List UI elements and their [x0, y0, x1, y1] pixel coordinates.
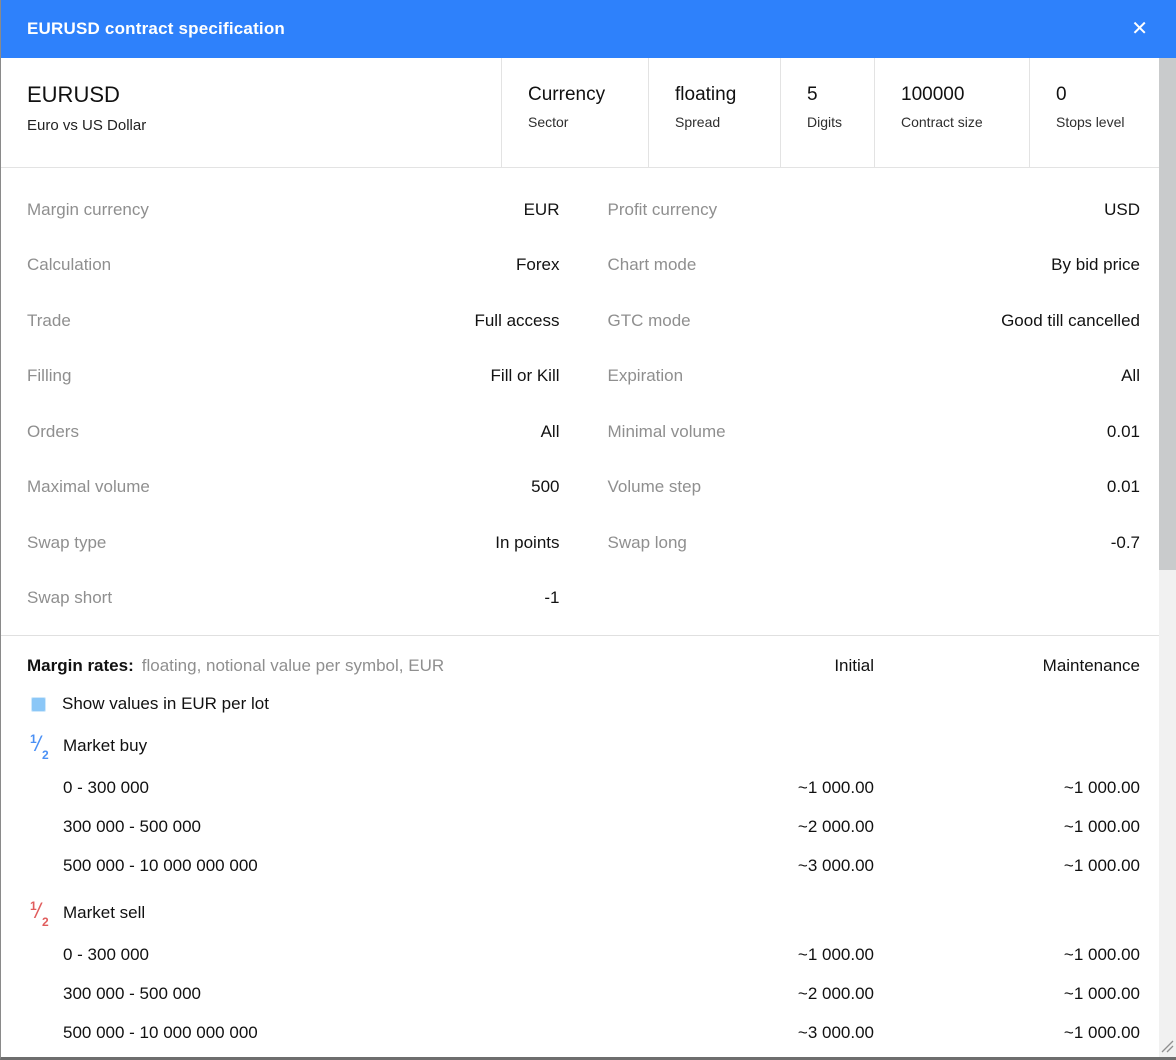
spec-label: Minimal volume	[607, 421, 726, 441]
summary-value: 5	[807, 84, 818, 105]
close-icon[interactable]: ✕	[1131, 18, 1148, 40]
margin-rates-section	[1, 636, 1160, 1052]
spec-label: Maximal volume	[27, 477, 150, 497]
spec-label: Volume step	[607, 477, 702, 497]
fraction-slash: /	[35, 900, 41, 923]
spec-value: -1	[544, 588, 560, 608]
column-header-initial: Initial	[834, 656, 874, 675]
tier-range: 300 000 - 500 000	[63, 983, 202, 1003]
tier-row	[27, 807, 1140, 846]
summary-cell-spread	[648, 58, 780, 167]
tier-row	[27, 846, 1140, 885]
spec-row-maximal-volume	[27, 460, 560, 516]
one-half-buy-icon	[27, 732, 53, 762]
tier-row	[27, 768, 1140, 807]
spec-row-margin-currency	[27, 182, 560, 238]
tier-initial: ~3 000.00	[797, 1022, 874, 1042]
spec-label: Orders	[27, 421, 79, 441]
spec-label: GTC mode	[607, 310, 691, 330]
spec-row-volume-step	[608, 460, 1141, 516]
summary-value: floating	[675, 84, 737, 105]
spec-value: -0.7	[1110, 532, 1140, 552]
spec-label: Calculation	[27, 255, 112, 275]
spec-value: USD	[1104, 199, 1140, 219]
summary-cell-sector	[501, 58, 648, 167]
tier-range: 0 - 300 000	[63, 944, 150, 964]
scrollbar-thumb[interactable]	[1159, 58, 1176, 570]
group-name: Market buy	[63, 736, 148, 755]
spec-label: Expiration	[607, 366, 684, 386]
tier-maintenance: ~1 000.00	[1063, 855, 1140, 875]
spec-label: Trade	[27, 310, 71, 330]
spec-label: Chart mode	[607, 255, 697, 275]
resize-grip-icon[interactable]	[1161, 1040, 1174, 1053]
spec-value: 500	[531, 477, 560, 497]
tier-range: 0 - 300 000	[63, 777, 150, 797]
summary-label: Digits	[807, 114, 843, 130]
spec-value: Fill or Kill	[490, 366, 560, 386]
summary-label: Sector	[528, 114, 569, 130]
tier-maintenance: ~1 000.00	[1063, 816, 1140, 836]
spec-grid	[1, 168, 1160, 635]
spec-value: Good till cancelled	[1001, 310, 1140, 330]
spec-value: By bid price	[1051, 255, 1140, 275]
spec-label: Filling	[27, 366, 72, 386]
summary-label: Contract size	[901, 114, 983, 130]
tier-initial: ~1 000.00	[797, 777, 874, 797]
summary-value: 100000	[901, 84, 965, 105]
spec-row-filling	[27, 349, 560, 405]
tier-initial: ~2 000.00	[797, 983, 874, 1003]
spec-value: In points	[495, 532, 560, 552]
tier-row	[27, 974, 1140, 1013]
spec-value: All	[540, 421, 560, 441]
tier-maintenance: ~1 000.00	[1063, 983, 1140, 1003]
tier-initial: ~2 000.00	[797, 816, 874, 836]
tier-range: 500 000 - 10 000 000 000	[63, 855, 258, 875]
show-values-row	[27, 684, 1140, 724]
fraction-denominator: 2	[42, 915, 49, 929]
symbol-cell	[1, 58, 501, 167]
spec-label: Margin currency	[27, 199, 149, 219]
summary-cell-contract-size	[874, 58, 1029, 167]
margin-rates-detail: floating, notional value per symbol, EUR	[141, 656, 445, 675]
spec-row-trade	[27, 293, 560, 349]
tier-maintenance: ~1 000.00	[1063, 1022, 1140, 1042]
show-values-checkbox[interactable]	[31, 697, 46, 712]
spec-label: Swap short	[27, 588, 113, 608]
summary-cell-digits	[780, 58, 874, 167]
column-header-maintenance: Maintenance	[1042, 656, 1140, 675]
market-buy-header	[27, 724, 1140, 768]
tier-initial: ~1 000.00	[797, 944, 874, 964]
vertical-scrollbar[interactable]	[1159, 58, 1176, 1057]
margin-rates-header	[27, 648, 1140, 684]
spec-value: Full access	[474, 310, 560, 330]
one-half-sell-icon	[27, 899, 53, 929]
fraction-denominator: 2	[42, 748, 49, 762]
tier-maintenance: ~1 000.00	[1063, 944, 1140, 964]
fraction-slash: /	[35, 733, 41, 756]
margin-rates-heading	[27, 656, 608, 676]
tier-range: 300 000 - 500 000	[63, 816, 202, 836]
spec-row-profit-currency	[608, 182, 1141, 238]
titlebar	[1, 0, 1176, 58]
group-name: Market sell	[63, 903, 146, 922]
spec-row-gtc-mode	[608, 293, 1141, 349]
spec-row-minimal-volume	[608, 404, 1141, 460]
summary-strip	[1, 58, 1160, 168]
show-values-label: Show values in EUR per lot	[62, 694, 269, 713]
fraction-numerator: 1	[30, 732, 37, 746]
spec-column-right	[608, 182, 1141, 626]
spec-value: All	[1121, 366, 1140, 386]
spec-label: Swap long	[607, 532, 687, 552]
spec-row-chart-mode	[608, 238, 1141, 294]
summary-value: Currency	[528, 84, 606, 105]
tier-row	[27, 935, 1140, 974]
summary-cell-stops-level	[1029, 58, 1160, 167]
dialog-title: EURUSD contract specification	[27, 19, 286, 38]
spec-value: 0.01	[1106, 421, 1140, 441]
symbol-description: Euro vs US Dollar	[27, 117, 147, 134]
spec-row-calculation	[27, 238, 560, 294]
spec-value: Forex	[516, 255, 560, 275]
margin-rates-title: Margin rates:	[27, 656, 134, 675]
spec-row-expiration	[608, 349, 1141, 405]
tier-range: 500 000 - 10 000 000 000	[63, 1022, 258, 1042]
spec-row-swap-type	[27, 515, 560, 571]
spec-row-swap-short	[27, 571, 560, 627]
market-sell-header	[27, 891, 1140, 935]
tier-row	[27, 1013, 1140, 1052]
spec-column-left	[27, 182, 560, 626]
spec-label: Profit currency	[607, 199, 718, 219]
spec-value: EUR	[523, 199, 560, 219]
tier-initial: ~3 000.00	[797, 855, 874, 875]
fraction-numerator: 1	[30, 899, 37, 913]
spec-row-swap-long	[608, 515, 1141, 571]
summary-label: Stops level	[1056, 114, 1125, 130]
summary-value: 0	[1056, 84, 1067, 105]
spec-label: Swap type	[27, 532, 107, 552]
summary-label: Spread	[675, 114, 721, 130]
spec-value: 0.01	[1106, 477, 1140, 497]
symbol-name: EURUSD	[27, 82, 120, 107]
spec-row-orders	[27, 404, 560, 460]
contract-spec-dialog	[1, 0, 1176, 1052]
tier-maintenance: ~1 000.00	[1063, 777, 1140, 797]
